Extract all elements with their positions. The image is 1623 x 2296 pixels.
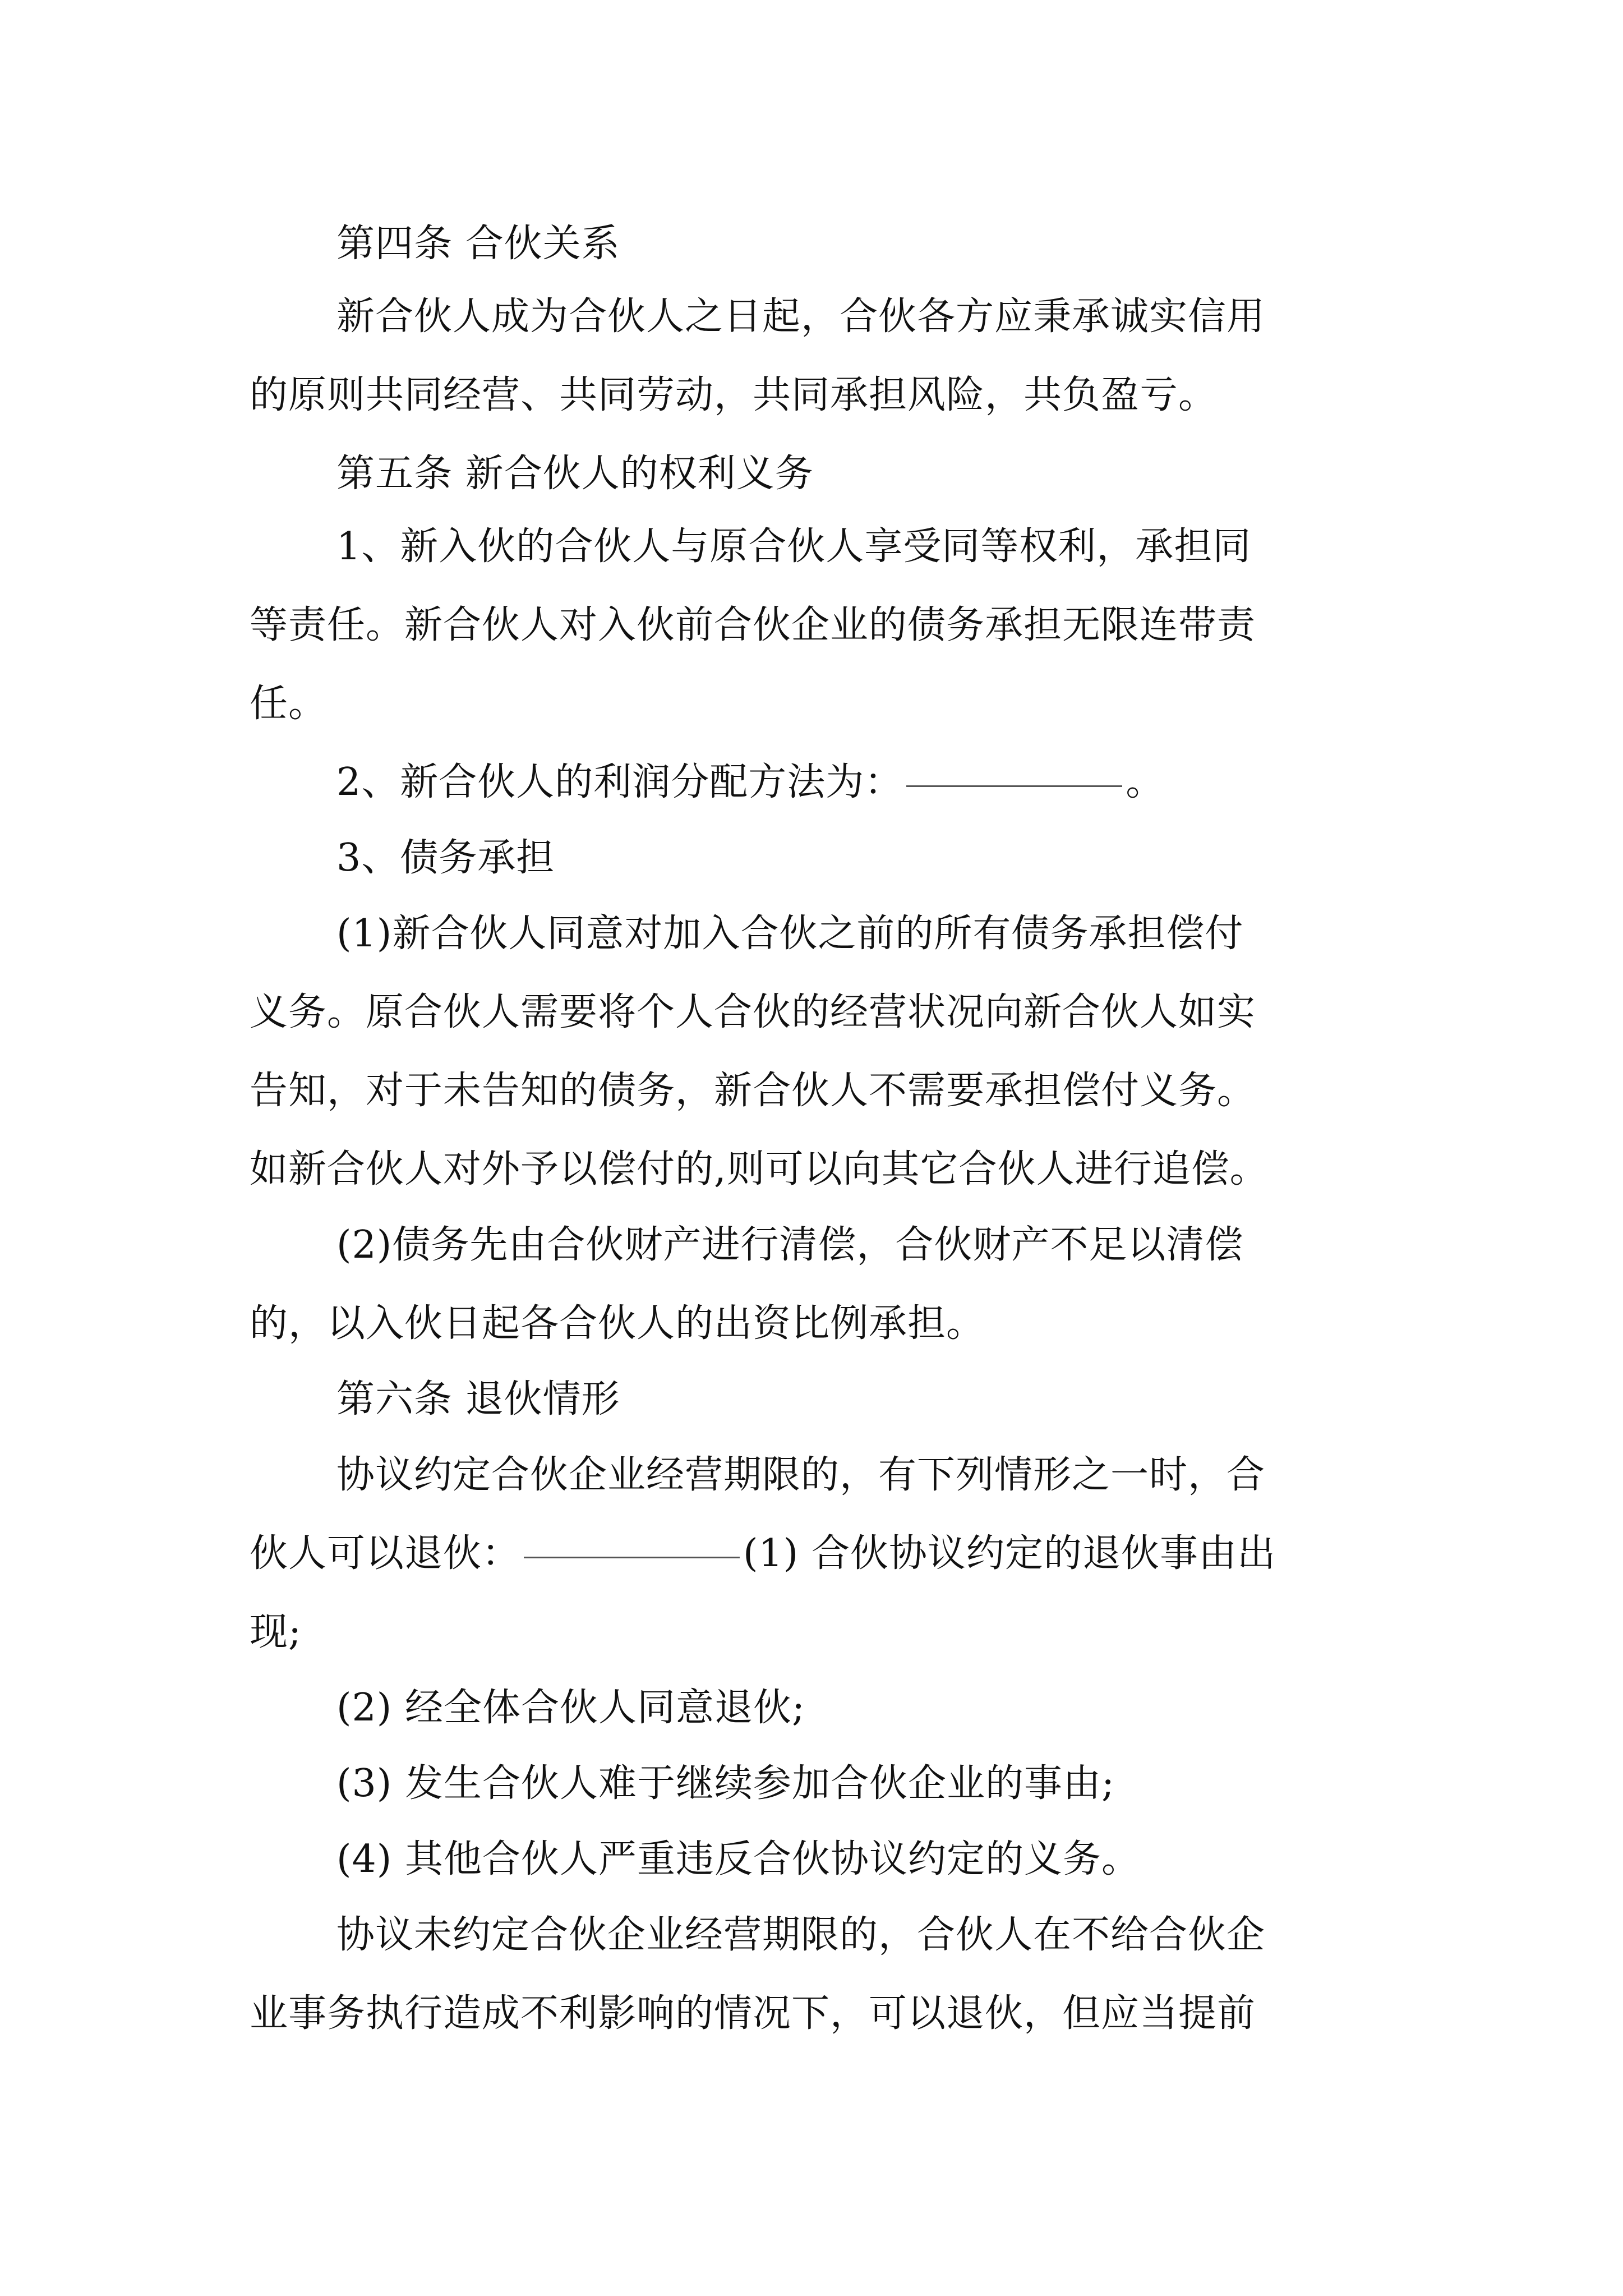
debt-clause-2-line-1: (2)债务先由合伙财产进行清偿，合伙财产不足以清偿	[336, 1223, 1244, 1267]
withdrawal-item-3: (3) 发生合伙人难于继续参加合伙企业的事由;	[336, 1761, 1115, 1806]
debt-clause-1-line-2: 义务。原合伙人需要将个人合伙的经营状况向新合伙人如实	[250, 990, 1256, 1034]
article-6-paragraph-2-line-1: 协议未约定合伙企业经营期限的，合伙人在不给合伙企	[336, 1913, 1266, 1957]
article-4-paragraph-line-1: 新合伙人成为合伙人之日起，合伙各方应秉承诚实信用	[336, 295, 1266, 339]
article-4-paragraph-line-2: 的原则共同经营、共同劳动，共同承担风险，共负盈亏。	[250, 373, 1218, 417]
article-5-item-1-line-1: 1、新入伙的合伙人与原合伙人享受同等权利，承担同	[336, 524, 1252, 569]
withdrawal-item-4: (4) 其他合伙人严重违反合伙协议约定的义务。	[336, 1837, 1140, 1881]
debt-clause-2-line-2: 的，以入伙日起各合伙人的出资比例承担。	[250, 1301, 985, 1346]
article-4-heading: 第四条 合伙关系	[336, 222, 620, 266]
article-6-heading: 第六条 退伙情形	[336, 1377, 620, 1421]
withdrawal-blank	[524, 1557, 740, 1558]
article-5-item-2	[336, 752, 1394, 813]
debt-clause-1-line-4: 如新合伙人对外予以偿付的,则可以向其它合伙人进行追偿。	[250, 1147, 1269, 1191]
article-5-item-1-line-2: 等责任。新合伙人对入伙前合伙企业的债务承担无限连带责	[250, 603, 1256, 647]
article-6-paragraph-1-line-2	[250, 1523, 1394, 1585]
article-5-item-3-heading: 3、债务承担	[336, 836, 555, 880]
debt-clause-1-line-1: (1)新合伙人同意对加入合伙之前的所有债务承担偿付	[336, 912, 1244, 956]
article-6-paragraph-2-line-2: 业事务执行造成不利影响的情况下，可以退伙，但应当提前	[250, 1991, 1256, 2036]
debt-clause-1-line-3: 告知，对于未告知的债务，新合伙人不需要承担偿付义务。	[250, 1069, 1256, 1113]
withdrawal-label: 伙人可以退伙：	[250, 1531, 521, 1576]
article-5-item-1-line-3: 任。	[250, 682, 328, 726]
profit-distribution-blank	[906, 785, 1122, 787]
profit-distribution-suffix: 。	[1126, 760, 1165, 804]
withdrawal-item-1: (1) 合伙协议约定的退伙事由出	[743, 1531, 1276, 1576]
article-5-heading: 第五条 新合伙人的权利义务	[336, 452, 814, 496]
withdrawal-item-2: (2) 经全体合伙人同意退伙;	[336, 1686, 805, 1730]
profit-distribution-label: 2、新合伙人的利润分配方法为：	[336, 760, 903, 804]
article-6-paragraph-1-line-3: 现;	[250, 1610, 302, 1654]
article-6-paragraph-1-line-1: 协议约定合伙企业经营期限的，有下列情形之一时，合	[336, 1453, 1266, 1497]
